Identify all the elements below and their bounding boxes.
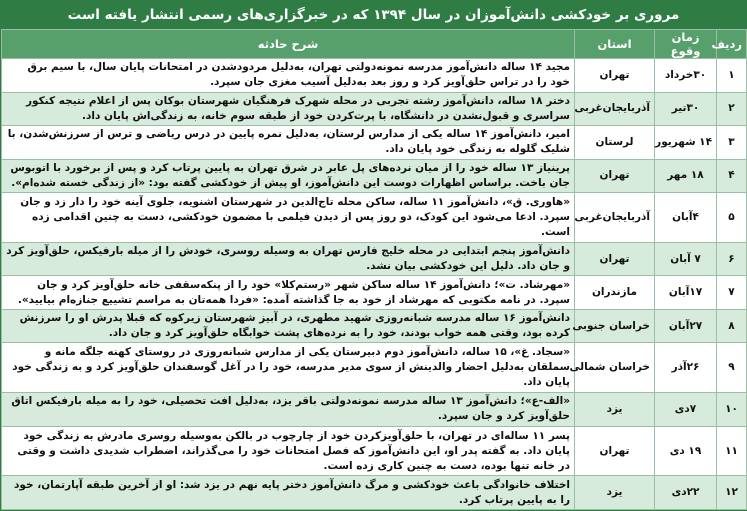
header-province: استان <box>575 30 655 59</box>
row-province: آذربایجان‌غربی <box>575 193 655 243</box>
row-date: ۱۴ شهریور <box>655 126 717 160</box>
table-row <box>2 426 747 476</box>
row-province: تهران <box>575 159 655 193</box>
row-id: ۱۱ <box>717 426 747 476</box>
row-description: پسر ۱۱ ساله‌ای در تهران، با حلق‌آویزکردن خود از چارچوب در بالکن به‌وسیله روسری مادرش به زندگی خود پایان داد. به گفته پدر او، این دانش‌آموز که فصل امتحانات خود را می‌گذراند، اضطراب شدیدی داشت و وقتی در خانه تنها بوده، دست به چنین کاری زده است. <box>2 426 575 476</box>
row-province: تهران <box>575 59 655 93</box>
row-date: ۳۰تیر <box>655 92 717 126</box>
table-row <box>2 59 747 93</box>
row-id: ۴ <box>717 159 747 193</box>
row-date: ۲۲دی <box>655 476 717 510</box>
row-id: ۱۰ <box>717 393 747 427</box>
row-province: لرستان <box>575 126 655 160</box>
row-id: ۹ <box>717 343 747 393</box>
row-province: خراسان شمالی <box>575 343 655 393</box>
table-row <box>2 92 747 126</box>
row-description: «هاوری. ق»، دانش‌آموز ۱۱ ساله، ساکن محله تاج‌الدین در شهرستان اشنویه، جلوی آینه خود را دار زد و جان سپرد. ادعا می‌شود این کودک، دو روز پس از دیدن فیلمی با مضمون خودکشی، دست به چنین اقدامی زده است. <box>2 193 575 243</box>
row-province: خراسان جنوبی <box>575 309 655 343</box>
table-row <box>2 309 747 343</box>
incident-table <box>1 29 747 510</box>
table-row <box>2 193 747 243</box>
row-id: ۷ <box>717 276 747 310</box>
table-row <box>2 126 747 160</box>
table-header-row <box>2 30 747 59</box>
row-description: دانش‌آموز ۱۶ ساله مدرسه شبانه‌روزی شهید مطهری، در آبیز شهرستان زیرکوه که قبلا پدرش او را سرزنش کرده بود، وقتی همه خواب بودند، خود را به نرده‌های پشت خوابگاه حلق‌آویز کرد و جان داد. <box>2 309 575 343</box>
header-id: ردیف <box>717 30 747 59</box>
row-description: دانش‌آموز پنجم ابتدایی در محله خلیج فارس تهران به وسیله روسری، خودش را از میله بارفیکس، حلق‌آویز کرد و جان داد. دلیل این خودکشی بیان نشد. <box>2 242 575 276</box>
row-id: ۳ <box>717 126 747 160</box>
table-row <box>2 343 747 393</box>
row-description: اختلاف خانوادگی باعث خودکشی و مرگ دانش‌آموز دختر پایه نهم در یزد شد: او از آخرین طبقه آپارتمان، خود را به پایین پرتاب کرد. <box>2 476 575 510</box>
row-date: ۴آبان <box>655 193 717 243</box>
row-description: دختر ۱۸ ساله، دانش‌آموز رشته تجربی در محله شهرک فرهنگیان شهرستان بوکان پس از اعلام نتیجه کنکور سراسری و قبول‌نشدن در دانشگاه، با پرت‌کردن خود از طبقه سوم خانه، به زندگی‌اش پایان داد. <box>2 92 575 126</box>
row-description: مجید ۱۴ ساله دانش‌آموز مدرسه نمونه‌دولتی تهران، به‌دلیل مردودشدن در امتحانات پایان سال، با سیم برق خود را در تراس حلق‌آویز کرد و روز بعد به‌دلیل آسیب مغزی جان سپرد. <box>2 59 575 93</box>
row-id: ۸ <box>717 309 747 343</box>
row-id: ۵ <box>717 193 747 243</box>
row-date: ۲۷آبان <box>655 309 717 343</box>
row-date: ۱۷آبان <box>655 276 717 310</box>
row-description: «سجاد. غ»، ۱۵ ساله، دانش‌آموز دوم دبیرستان یکی از مدارس شبانه‌روزی در روستای کهنه جلگه مانه و سملقان به‌دلیل احضار والدینش از سوی مدیر مدرسه، خود را در آغل گوسفندان حلق‌آویز کرد و به زندگی خود پایان داد. <box>2 343 575 393</box>
row-date: ۱۸ مهر <box>655 159 717 193</box>
row-id: ۲ <box>717 92 747 126</box>
table-row <box>2 476 747 510</box>
header-date: زمان وقوع <box>655 30 717 59</box>
row-date: ۷ آبان <box>655 242 717 276</box>
row-date: ۲۶آذر <box>655 343 717 393</box>
row-province: تهران <box>575 426 655 476</box>
table-row <box>2 393 747 427</box>
table-row <box>2 242 747 276</box>
row-province: آذربایجان‌غربی <box>575 92 655 126</box>
row-id: ۶ <box>717 242 747 276</box>
header-description: شرح حادثه <box>2 30 575 59</box>
row-province: یزد <box>575 393 655 427</box>
row-description: پرینیاز ۱۳ ساله خود را از میان نرده‌های پل عابر در شرق تهران به پایین پرتاب کرد و پس از برخورد با اتوبوس جان باخت. براساس اظهارات دوست این دانش‌آموز، او پیش از خودکشی گفته بود: «از زندگی خسته شده‌ام». <box>2 159 575 193</box>
row-id: ۱ <box>717 59 747 93</box>
row-date: ۱۹ دی <box>655 426 717 476</box>
table-row <box>2 159 747 193</box>
row-description: «الف-ع»؛ دانش‌آموز ۱۳ ساله مدرسه نمونه‌دولتی باقر یزد، به‌دلیل افت تحصیلی، خود را به میله بارفیکس اتاق حلق‌آویز کرد و جان سپرد. <box>2 393 575 427</box>
row-description: امیر، دانش‌آموز ۱۴ ساله یکی از مدارس لرستان، به‌دلیل نمره پایین در درس ریاضی و ترس از سرزنش‌شدن، با شلیک گلوله به زندگی خود پایان داد. <box>2 126 575 160</box>
row-date: ۳۰خرداد <box>655 59 717 93</box>
row-id: ۱۲ <box>717 476 747 510</box>
row-description: «مهرشاد. ت»؛ دانش‌آموز ۱۴ ساله ساکن شهر «رستم‌کلا» خود را از پنکه‌سقفی خانه حلق‌آویز کرد و جان سپرد. در نامه مکتوبی که مهرشاد از خود به جا گذاشته آمده: «فردا همه‌تان به مراسم تشییع جنازه‌ام بیایید». <box>2 276 575 310</box>
table-row <box>2 276 747 310</box>
row-province: تهران <box>575 242 655 276</box>
row-province: یزد <box>575 476 655 510</box>
row-date: ۷دی <box>655 393 717 427</box>
row-province: مازندران <box>575 276 655 310</box>
page-title: مروری بر خودکشی دانش‌آموزان در سال ۱۳۹۴ که در خبرگزاری‌های رسمی انتشار یافته است <box>1 1 746 29</box>
